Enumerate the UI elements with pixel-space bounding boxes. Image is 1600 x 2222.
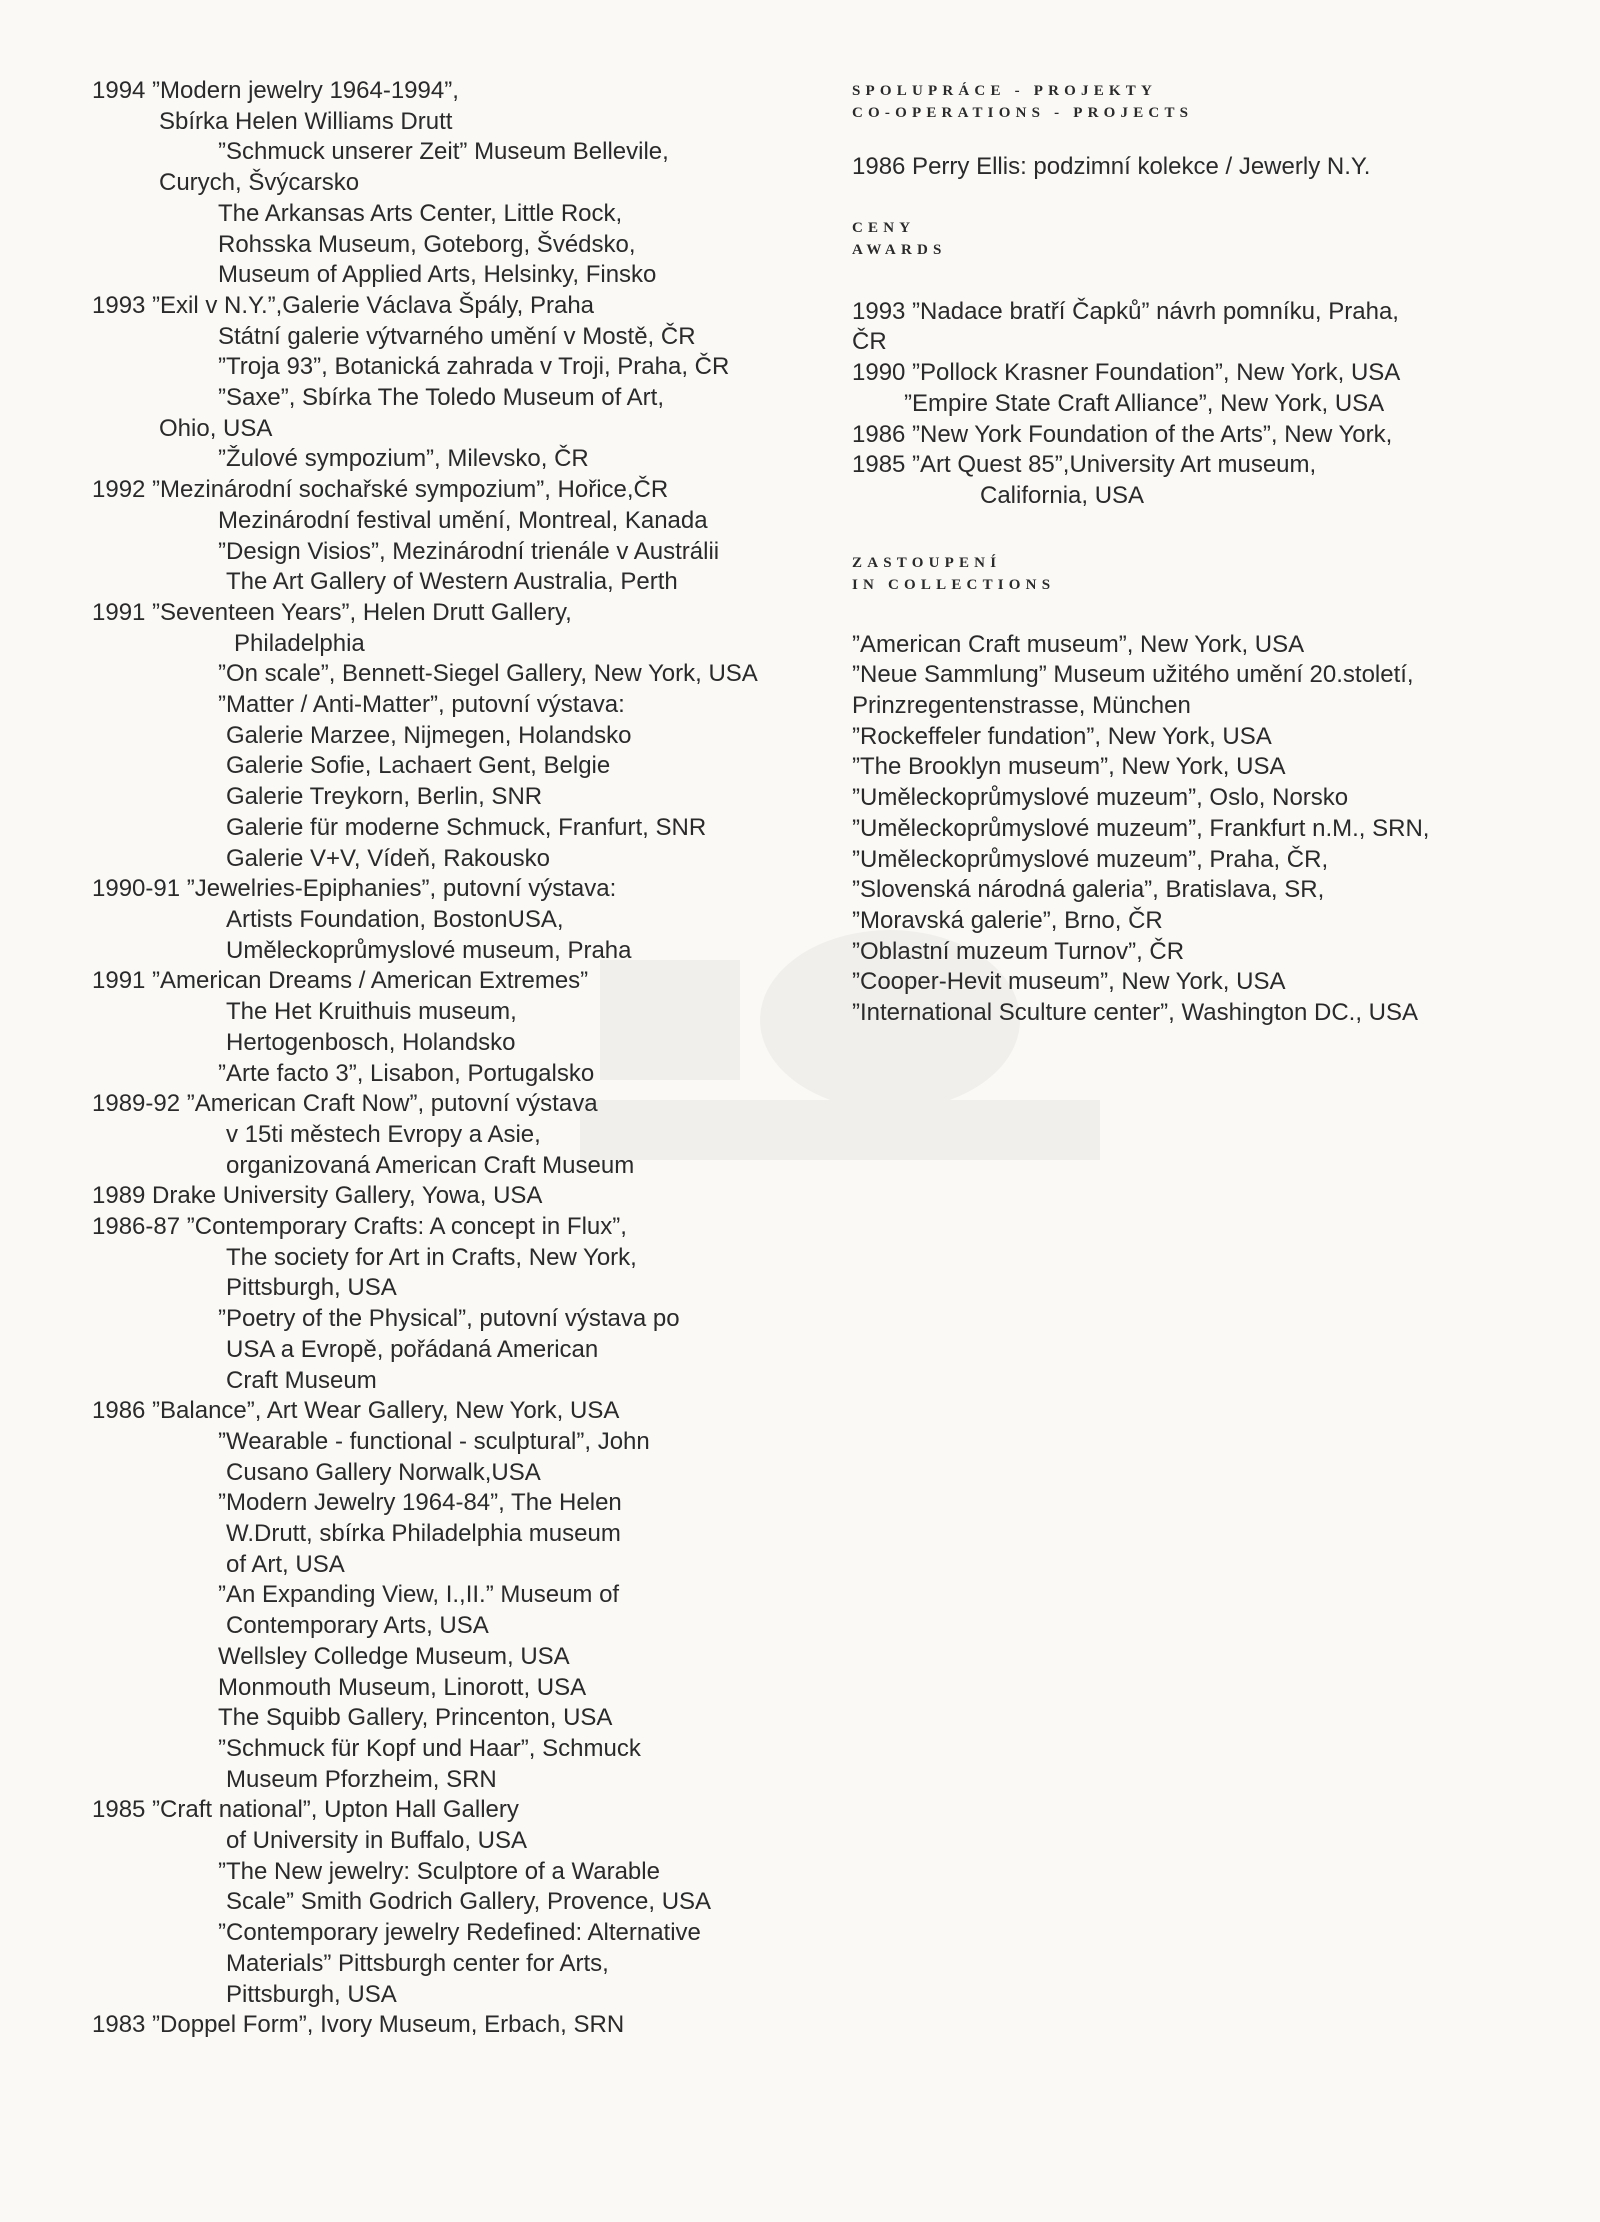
exhibition-line: USA a Evropě, pořádaná American <box>226 1335 599 1363</box>
awards-list <box>852 297 1552 512</box>
award-line: ČR <box>852 328 887 356</box>
collection-line: ”Slovenská národná galeria”, Bratislava, SR, <box>852 876 1325 904</box>
exhibition-line: W.Drutt, sbírka Philadelphia museum <box>226 1520 621 1548</box>
exhibition-line: Scale” Smith Godrich Gallery, Provence, USA <box>226 1888 712 1916</box>
exhibitions-column <box>92 76 792 2041</box>
exhibition-line: Pittsburgh, USA <box>226 1980 397 2008</box>
exhibition-line: Galerie für moderne Schmuck, Franfurt, SNR <box>226 813 707 841</box>
award-line: 1985 ”Art Quest 85”,University Art museum, <box>852 451 1317 479</box>
collections-section <box>852 552 1552 1029</box>
collection-line: ”Uměleckoprůmyslové muzeum”, Oslo, Norsko <box>852 784 1349 812</box>
exhibition-line: ”Schmuck für Kopf und Haar”, Schmuck <box>218 1734 641 1762</box>
exhibition-line: 1990-91 ”Jewelries-Epiphanies”, putovní výstava: <box>92 875 617 903</box>
exhibition-line: Wellsley Colledge Museum, USA <box>218 1642 570 1670</box>
exhibition-line: Museum Pforzheim, SRN <box>226 1765 497 1793</box>
collection-line: ”Oblastní muzeum Turnov”, ČR <box>852 937 1185 965</box>
collection-line: ”International Sculture center”, Washington DC., USA <box>852 999 1419 1027</box>
exhibition-line: 1986 ”Balance”, Art Wear Gallery, New York, USA <box>92 1397 620 1425</box>
collection-line: ”Moravská galerie”, Brno, ČR <box>852 906 1163 934</box>
exhibition-line: ”An Expanding View, I.,II.” Museum of <box>218 1581 620 1609</box>
exhibition-line: Galerie Sofie, Lachaert Gent, Belgie <box>226 752 611 780</box>
collection-line: ”Neue Sammlung” Museum užitého umění 20.století, <box>852 661 1414 689</box>
exhibition-line: The Het Kruithuis museum, <box>226 998 517 1026</box>
exhibition-line: Ohio, USA <box>159 414 273 442</box>
exhibition-line: of Art, USA <box>226 1550 345 1578</box>
exhibition-line: 1993 ”Exil v N.Y.”,Galerie Václava Špály, Praha <box>92 291 595 319</box>
exhibition-line: 1994 ”Modern jewelry 1964-1994”, <box>92 77 459 104</box>
collection-line: ”Cooper-Hevit museum”, New York, USA <box>852 968 1286 996</box>
project-line: 1986 Perry Ellis: podzimní kolekce / Jewerly N.Y. <box>852 153 1371 180</box>
collection-line: ”Uměleckoprůmyslové muzeum”, Praha, ČR, <box>852 845 1329 873</box>
exhibition-line: Pittsburgh, USA <box>226 1274 397 1302</box>
projects-list <box>852 152 1552 183</box>
exhibition-line: ”Troja 93”, Botanická zahrada v Troji, Praha, ČR <box>218 353 730 381</box>
exhibition-line: The society for Art in Crafts, New York, <box>226 1243 637 1271</box>
collection-line: ”The Brooklyn museum”, New York, USA <box>852 753 1286 781</box>
awards-section <box>852 217 1552 512</box>
exhibition-line: 1991 ”American Dreams / American Extremes” <box>92 967 589 995</box>
exhibition-line: v 15ti městech Evropy a Asie, <box>226 1120 541 1148</box>
exhibition-line: Mezinárodní festival umění, Montreal, Kanada <box>218 506 708 534</box>
exhibition-line: of University in Buffalo, USA <box>226 1827 528 1855</box>
exhibition-line: Cusano Gallery Norwalk,USA <box>226 1458 541 1486</box>
exhibition-line: Artists Foundation, BostonUSA, <box>226 905 564 933</box>
collection-line: ”Uměleckoprůmyslové muzeum”, Frankfurt n.M., SRN, <box>852 814 1430 842</box>
awards-heading-cz: CENY <box>852 219 916 236</box>
exhibition-line: ”The New jewelry: Sculptore of a Warable <box>218 1857 660 1885</box>
exhibition-line: 1989 Drake University Gallery, Yowa, USA <box>92 1182 543 1210</box>
exhibition-line: 1989-92 ”American Craft Now”, putovní výstava <box>92 1090 598 1118</box>
exhibition-line: The Arkansas Arts Center, Little Rock, <box>218 199 623 227</box>
exhibition-line: ”Poetry of the Physical”, putovní výstava po <box>218 1305 680 1333</box>
exhibition-line: organizovaná American Craft Museum <box>226 1151 635 1179</box>
exhibition-line: ”Modern Jewelry 1964-84”, The Helen <box>218 1489 622 1517</box>
exhibition-line: The Art Gallery of Western Australia, Perth <box>226 568 678 596</box>
exhibition-line: Materials” Pittsburgh center for Arts, <box>226 1949 609 1977</box>
exhibition-line: ”Wearable - functional - sculptural”, John <box>218 1427 650 1455</box>
exhibition-line: 1986-87 ”Contemporary Crafts: A concept in Flux”, <box>92 1213 627 1241</box>
exhibition-line: Sbírka Helen Williams Drutt <box>159 107 453 135</box>
exhibition-line: Rohsska Museum, Goteborg, Švédsko, <box>218 230 636 258</box>
exhibition-line: Uměleckoprůmyslové museum, Praha <box>226 936 632 964</box>
exhibition-line: Philadelphia <box>234 629 365 657</box>
award-line: California, USA <box>980 481 1145 509</box>
collections-list <box>852 630 1552 1029</box>
collection-line: ”Rockeffeler fundation”, New York, USA <box>852 722 1272 750</box>
award-line: 1993 ”Nadace bratří Čapků” návrh pomníku, Praha, <box>852 297 1399 325</box>
exhibition-line: ”Schmuck unserer Zeit” Museum Bellevile, <box>218 138 669 166</box>
exhibition-line: Craft Museum <box>226 1366 377 1394</box>
exhibition-line: Contemporary Arts, USA <box>226 1612 489 1640</box>
exhibition-line: Curych, Švýcarsko <box>159 169 360 197</box>
exhibition-line: ”Matter / Anti-Matter”, putovní výstava: <box>218 691 625 719</box>
exhibition-line: Museum of Applied Arts, Helsinky, Finsko <box>218 261 657 289</box>
projects-heading-cz: SPOLUPRÁCE - PROJEKTY <box>852 83 1158 99</box>
collections-heading-cz: ZASTOUPENÍ <box>852 554 1002 571</box>
award-line: 1990 ”Pollock Krasner Foundation”, New York, USA <box>852 359 1401 387</box>
exhibition-line: ”On scale”, Bennett-Siegel Gallery, New York, USA <box>218 660 758 688</box>
exhibition-line: Monmouth Museum, Linorott, USA <box>218 1673 587 1701</box>
collections-heading-en: IN COLLECTIONS <box>852 576 1056 593</box>
exhibition-line: ”Arte facto 3”, Lisabon, Portugalsko <box>218 1059 595 1087</box>
projects-heading-en: CO-OPERATIONS - PROJECTS <box>852 105 1194 121</box>
exhibition-line: Státní galerie výtvarného umění v Mostě, ČR <box>218 322 696 350</box>
right-column <box>852 80 1552 1029</box>
exhibition-line: Hertogenbosch, Holandsko <box>226 1028 516 1056</box>
awards-heading-en: AWARDS <box>852 241 947 258</box>
collection-line: Prinzregentenstrasse, München <box>852 692 1191 720</box>
exhibition-line: Galerie Treykorn, Berlin, SNR <box>226 783 543 811</box>
exhibition-line: Galerie Marzee, Nijmegen, Holandsko <box>226 721 632 749</box>
exhibition-line: ”Saxe”, Sbírka The Toledo Museum of Art, <box>218 384 664 412</box>
award-line: ”Empire State Craft Alliance”, New York, USA <box>904 389 1385 417</box>
exhibition-line: 1983 ”Doppel Form”, Ivory Museum, Erbach, SRN <box>92 2011 625 2039</box>
exhibition-line: Galerie V+V, Vídeň, Rakousko <box>226 844 550 872</box>
exhibition-line: ”Contemporary jewelry Redefined: Alternative <box>218 1919 701 1947</box>
exhibition-line: ”Design Visios”, Mezinárodní trienále v Austrálii <box>218 537 720 565</box>
award-line: 1986 ”New York Foundation of the Arts”, New York, <box>852 420 1393 448</box>
collection-line: ”American Craft museum”, New York, USA <box>852 630 1305 658</box>
exhibition-line: ”Žulové sympozium”, Milevsko, ČR <box>218 445 589 473</box>
exhibition-line: 1985 ”Craft national”, Upton Hall Gallery <box>92 1796 519 1824</box>
projects-section <box>852 80 1552 183</box>
exhibition-line: The Squibb Gallery, Princenton, USA <box>218 1704 613 1732</box>
exhibition-line: 1991 ”Seventeen Years”, Helen Drutt Gallery, <box>92 598 572 626</box>
exhibition-line: 1992 ”Mezinárodní sochařské sympozium”, Hořice,ČR <box>92 476 669 504</box>
